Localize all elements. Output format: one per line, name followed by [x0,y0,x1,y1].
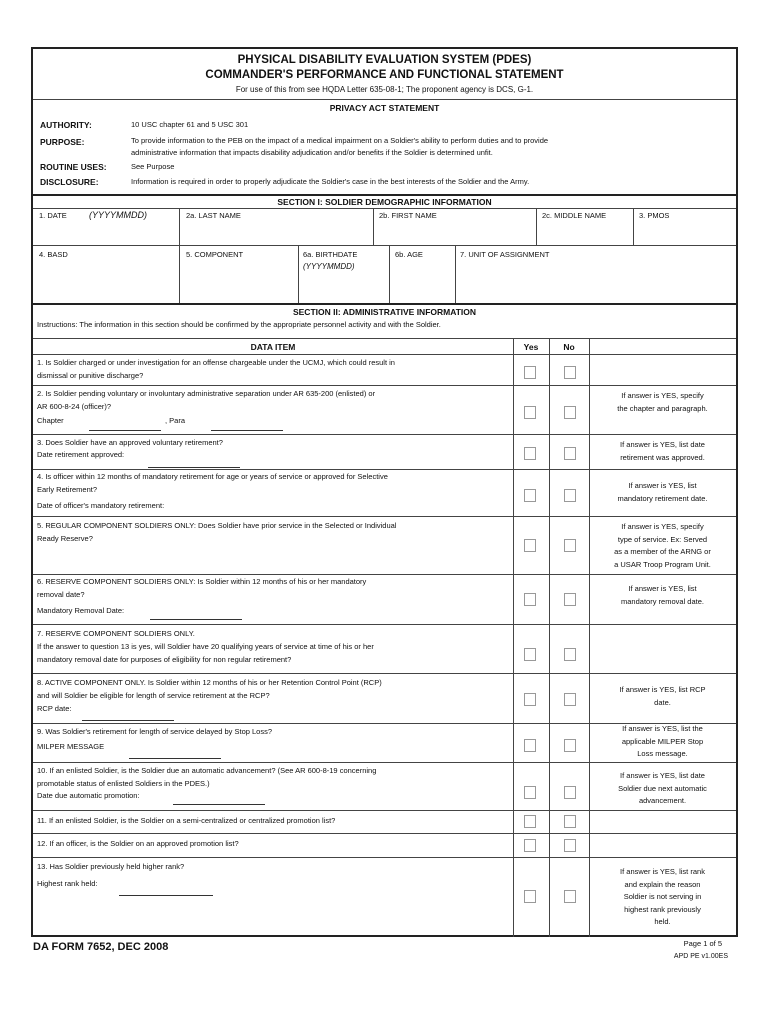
pmos-field[interactable] [635,225,734,243]
form-version: APD PE v1.00ES [673,953,728,960]
q7-text-2: If the answer to question 13 is yes, will Soldier have 20 qualifying years of service at time of his or her [37,642,374,651]
date-format: (YYYYMMDD) [89,210,147,220]
form-id: DA FORM 7652, DEC 2008 [33,941,169,953]
divider [33,303,736,305]
q13-text-2: Highest rank held: [37,879,98,888]
q8-yes-checkbox[interactable] [524,693,536,706]
q2-chapter-label: Chapter [37,416,64,425]
q11-text: 11. If an enlisted Soldier, is the Soldier on a semi-centralized or centralized promotion list? [37,816,336,825]
q4-text-1: 4. Is officer within 12 months of mandatory retirement for age or years of service or approved for Selective [37,472,388,481]
q5-note [589,521,736,571]
q13-note-line-2: and explain the reason [624,879,701,889]
q9-milper-field[interactable] [129,758,221,759]
q2-text-1: 2. Is Soldier pending voluntary or involuntary administrative separation under AR 635-200 (enlisted) or [37,389,376,398]
q8-rcp-date-field[interactable] [82,720,174,721]
q11-yes-checkbox[interactable] [524,815,536,828]
form-use-note: For use of this from see HQDA Letter 635-08-1; The proponent agency is DCS, G-1. [235,85,534,94]
q2-para-field[interactable] [211,430,283,431]
pmos-label: 3. PMOS [639,211,670,220]
first-name-field[interactable] [375,225,534,243]
purpose-label: PURPOSE: [40,137,85,147]
q10-text-1: 10. If an enlisted Soldier, is the Soldier due an automatic advancement? (See AR 600-8-19 concerning [37,766,377,775]
q8-text-2: and will Soldier be eligible for length of service retirement at the RCP? [37,691,270,700]
q1-no-checkbox[interactable] [564,366,576,379]
q5-note-line-4: a USAR Troop Program Unit. [614,559,711,569]
routine-uses-text: See Purpose [131,162,175,171]
component-field[interactable] [181,263,296,301]
q5-text-2: Ready Reserve? [37,534,93,543]
date-label: 1. DATE [39,211,67,220]
q9-no-checkbox[interactable] [564,739,576,752]
disclosure-label: DISCLOSURE: [40,177,99,187]
q2-note-line-1: If answer is YES, specify [621,391,704,400]
q12-text: 12. If an officer, is the Soldier on an approved promotion list? [37,839,239,848]
q10-note [589,770,736,808]
first-name-label: 2b. FIRST NAME [379,211,437,220]
q13-rank-field[interactable] [119,895,213,896]
q9-note-line-2: applicable MILPER Stop [621,736,704,746]
last-name-field[interactable] [181,225,371,243]
basd-field[interactable] [35,263,177,301]
basd-label: 4. BASD [39,250,68,259]
q6-note-line-1: If answer is YES, list [628,584,697,593]
middle-name-field[interactable] [538,225,631,243]
q9-text-2: MILPER MESSAGE [37,742,105,751]
q10-yes-checkbox[interactable] [524,786,536,799]
routine-uses-label: ROUTINE USES: [40,162,107,172]
unit-field[interactable] [457,263,734,301]
q2-note-line-2: the chapter and paragraph. [617,403,708,413]
component-label: 5. COMPONENT [186,250,244,259]
q3-no-checkbox[interactable] [564,447,576,460]
q8-note-line-2: date. [654,697,671,707]
disclosure-text: Information is required in order to properly adjudicate the Soldier's case in the best interests of the Soldier and the Army. [131,177,530,186]
q5-note-line-1: If answer is YES, specify [621,522,704,531]
q8-text-3: RCP date: [37,704,72,713]
q5-text-1: 5. REGULAR COMPONENT SOLDIERS ONLY: Does Soldier have prior service in the Selected or Individual [37,521,397,530]
privacy-heading: PRIVACY ACT STATEMENT [329,103,440,113]
authority-text: 10 USC chapter 61 and 5 USC 301 [131,120,249,129]
q6-yes-checkbox[interactable] [524,593,536,606]
divider [33,208,736,209]
age-field[interactable] [391,263,453,301]
q10-text-2: promotable status of enlisted Soldiers in the PDES.) [37,779,210,788]
authority-label: AUTHORITY: [40,120,92,130]
q9-yes-checkbox[interactable] [524,739,536,752]
q7-text-3: mandatory removal date for purposes of eligibility for non regular retirement? [37,655,292,664]
q6-text-3: Mandatory Removal Date: [37,606,125,615]
q2-text-2: AR 600-8-24 (officer)? [37,402,112,411]
q4-text-3: Date of officer's mandatory retirement: [37,501,165,510]
q10-text-3: Date due automatic promotion: [37,791,140,800]
q10-note-line-3: advancement. [638,796,687,805]
q6-text-1: 6. RESERVE COMPONENT SOLDIERS ONLY: Is Soldier within 12 months of his or her mandatory [37,577,367,586]
q9-note [589,723,736,761]
q6-date-field[interactable] [150,619,242,620]
last-name-label: 2a. LAST NAME [186,211,241,220]
q5-no-checkbox[interactable] [564,539,576,552]
q2-chapter-field[interactable] [89,430,161,431]
q13-note-line-3: Soldier is not serving in [623,892,702,901]
q7-text-1: 7. RESERVE COMPONENT SOLDIERS ONLY. [37,629,195,638]
q10-date-field[interactable] [173,804,265,805]
purpose-text-1: To provide information to the PEB on the impact of a medical impairment on a Soldier's ability to perform duties and to provide [131,136,549,145]
q9-text-1: 9. Was Soldier's retirement for length of service delayed by Stop Loss? [37,727,273,736]
form-frame [31,47,738,937]
q3-text-1: 3. Does Soldier have an approved voluntary retirement? [37,438,223,447]
q1-yes-checkbox[interactable] [524,366,536,379]
q5-note-line-3: as a member of the ARNG or [614,547,711,556]
middle-name-label: 2c. MIDDLE NAME [542,211,607,220]
purpose-text-2: administrative information that impacts disability adjudication and/or benefits if the Soldier is determined unfit. [131,148,493,157]
q3-note-line-1: If answer is YES, list date [620,440,705,449]
q2-yes-checkbox[interactable] [524,406,536,419]
q1-text-1: 1. Is Soldier charged or under investigation for an offense chargeable under the UCMJ, which could result in [37,358,395,367]
q9-note-line-1: If answer is YES, list the [622,724,703,733]
q7-no-checkbox[interactable] [564,648,576,661]
divider [33,338,736,339]
q13-text-1: 13. Has Soldier previously held higher rank? [37,862,185,871]
q3-date-field[interactable] [148,467,240,468]
q3-text-2: Date retirement approved: [37,450,125,459]
q8-note [589,684,736,709]
q13-note [589,866,736,929]
q4-note-line-2: mandatory retirement date. [617,493,708,503]
q4-note [589,480,736,505]
q4-yes-checkbox[interactable] [524,489,536,502]
q7-yes-checkbox[interactable] [524,648,536,661]
section2-instructions: Instructions: The information in this section should be confirmed by the appropriate personnel activity and with the Soldier. [37,320,441,329]
q13-note-line-1: If answer is YES, list rank [620,867,705,876]
divider [33,99,736,100]
birthdate-format: (YYYYMMDD) [303,262,355,271]
q10-note-line-2: Soldier due next automatic [618,783,707,793]
q6-note [589,583,736,608]
q8-no-checkbox[interactable] [564,693,576,706]
q2-no-checkbox[interactable] [564,406,576,419]
q6-no-checkbox[interactable] [564,593,576,606]
col-no: No [563,342,575,352]
divider [33,245,736,246]
q12-yes-checkbox[interactable] [524,839,536,852]
q6-text-2: removal date? [37,590,85,599]
q8-text-1: 8. ACTIVE COMPONENT ONLY. Is Soldier within 12 months of his or her Retention Control Point (RCP) [37,678,382,687]
age-label: 6b. AGE [395,250,423,259]
q10-no-checkbox[interactable] [564,786,576,799]
q2-para-label: , Para [165,416,186,425]
q4-text-2: Early Retirement? [37,485,98,494]
date-field[interactable] [35,225,177,243]
q3-note [589,439,736,464]
q6-note-line-2: mandatory removal date. [621,596,704,606]
form-subtitle: COMMANDER'S PERFORMANCE AND FUNCTIONAL STATEMENT [205,69,564,81]
col-yes: Yes [523,342,539,352]
q4-note-line-1: If answer is YES, list [628,481,697,490]
q10-note-line-1: If answer is YES, list date [620,771,705,780]
divider [33,354,736,355]
q12-no-checkbox[interactable] [564,839,576,852]
form-title: PHYSICAL DISABILITY EVALUATION SYSTEM (PDES) [237,54,532,66]
q9-note-line-3: Loss message. [637,749,688,758]
q3-note-line-2: retirement was approved. [620,452,705,462]
q13-yes-checkbox[interactable] [524,890,536,903]
page-number: Page 1 of 5 [683,939,722,948]
q5-note-line-2: type of service. Ex: Served [617,534,708,544]
birthdate-label: 6a. BIRTHDATE [303,250,358,259]
q2-note [589,390,736,415]
q1-text-2: dismissal or punitive discharge? [37,371,144,380]
q13-note-line-5: held. [654,917,671,926]
divider [33,194,736,196]
q5-yes-checkbox[interactable] [524,539,536,552]
section1-heading: SECTION I: SOLDIER DEMOGRAPHIC INFORMATION [277,197,492,207]
q13-no-checkbox[interactable] [564,890,576,903]
q8-note-line-1: If answer is YES, list RCP [619,685,706,694]
col-data-item: DATA ITEM [250,342,296,352]
unit-label: 7. UNIT OF ASSIGNMENT [460,250,550,259]
birthdate-field[interactable] [300,275,387,301]
q4-no-checkbox[interactable] [564,489,576,502]
q11-no-checkbox[interactable] [564,815,576,828]
q13-note-line-4: highest rank previously [624,904,701,914]
q3-yes-checkbox[interactable] [524,447,536,460]
section2-heading: SECTION II: ADMINISTRATIVE INFORMATION [292,307,477,317]
